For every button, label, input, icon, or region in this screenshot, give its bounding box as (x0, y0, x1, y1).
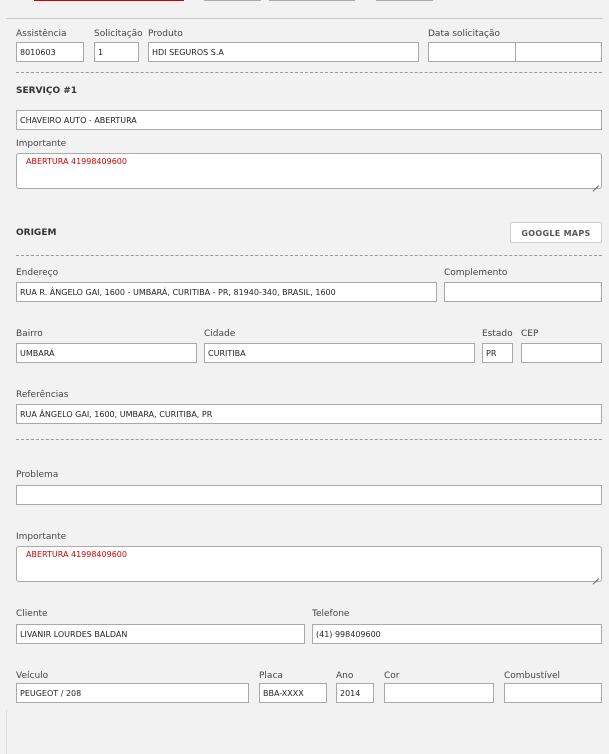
cliente-label: Cliente (16, 609, 48, 619)
servico-importante-label: Importante (16, 139, 67, 149)
assistencia-field[interactable]: 8010603 (16, 42, 84, 62)
top-red-box (34, 0, 184, 1)
top-field-2[interactable] (269, 0, 355, 1)
problema-importante-label: Importante (16, 532, 67, 542)
problema-importante-text: ABERTURA 41998409600 (26, 550, 127, 559)
servico-title: SERVIÇO #1 (16, 86, 78, 96)
solicitacao-field[interactable]: 1 (94, 42, 139, 62)
telefone-field[interactable]: (41) 998409600 (312, 624, 602, 644)
ano-field[interactable]: 2014 (336, 683, 374, 703)
problema-importante-textarea[interactable] (16, 546, 602, 582)
servico-field[interactable]: CHAVEIRO AUTO - ABERTURA (16, 110, 602, 130)
problema-field[interactable] (16, 485, 602, 505)
estado-field[interactable]: PR (482, 343, 513, 363)
data-solicitacao-field[interactable] (428, 42, 516, 62)
bairro-field[interactable]: UMBARÁ (16, 343, 197, 363)
referencias-field[interactable]: RUA ÂNGELO GAI, 1600, UMBARA, CURITIBA, PR (16, 404, 602, 424)
google-maps-button[interactable]: GOOGLE MAPS (510, 222, 602, 243)
data-solicitacao-label: Data solicitação (428, 29, 501, 39)
cor-field[interactable] (384, 683, 494, 703)
bottom-edge (6, 710, 7, 754)
produto-label: Produto (148, 29, 183, 39)
telefone-label: Telefone (312, 609, 350, 619)
top-field-3[interactable] (376, 0, 433, 1)
divider-2 (16, 255, 602, 256)
complemento-field[interactable] (444, 282, 602, 302)
origem-title: ORIGEM (16, 228, 57, 238)
divider-1 (16, 72, 602, 73)
hora-solicitacao-field[interactable] (515, 42, 602, 62)
estado-label: Estado (482, 329, 513, 339)
servico-importante-text: ABERTURA 41998409600 (26, 157, 127, 166)
ano-label: Ano (336, 671, 354, 681)
resize-grip-icon[interactable] (592, 179, 599, 186)
top-divider (6, 18, 603, 19)
placa-label: Placa (259, 671, 283, 681)
combustivel-label: Combustível (504, 671, 561, 681)
servico-importante-textarea[interactable] (16, 153, 602, 189)
problema-label: Problema (16, 470, 59, 480)
veiculo-field[interactable]: PEUGEOT / 208 (16, 683, 249, 703)
complemento-label: Complemento (444, 268, 508, 278)
endereco-label: Endereço (16, 268, 59, 278)
veiculo-label: Veículo (16, 671, 49, 681)
produto-field[interactable]: HDI SEGUROS S.A (148, 42, 419, 62)
solicitacao-label: Solicitação (94, 29, 143, 39)
assistencia-label: Assistência (16, 29, 67, 39)
resize-grip-icon[interactable] (592, 572, 599, 579)
bairro-label: Bairro (16, 329, 43, 339)
divider-3 (16, 439, 602, 440)
cidade-label: Cidade (204, 329, 236, 339)
cep-label: CEP (521, 329, 539, 339)
endereco-field[interactable]: RUA R. ÂNGELO GAI, 1600 - UMBARÁ, CURITIBA - PR, 81940-340, BRASIL, 1600 (16, 282, 437, 302)
cep-field[interactable] (521, 343, 602, 363)
cliente-field[interactable]: LIVANIR LOURDES BALDAN (16, 624, 305, 644)
top-field-1[interactable] (204, 0, 261, 1)
placa-field[interactable]: BBA-XXXX (259, 683, 327, 703)
referencias-label: Referências (16, 390, 69, 400)
combustivel-field[interactable] (504, 683, 602, 703)
cidade-field[interactable]: CURITIBA (204, 343, 475, 363)
cor-label: Cor (384, 671, 400, 681)
